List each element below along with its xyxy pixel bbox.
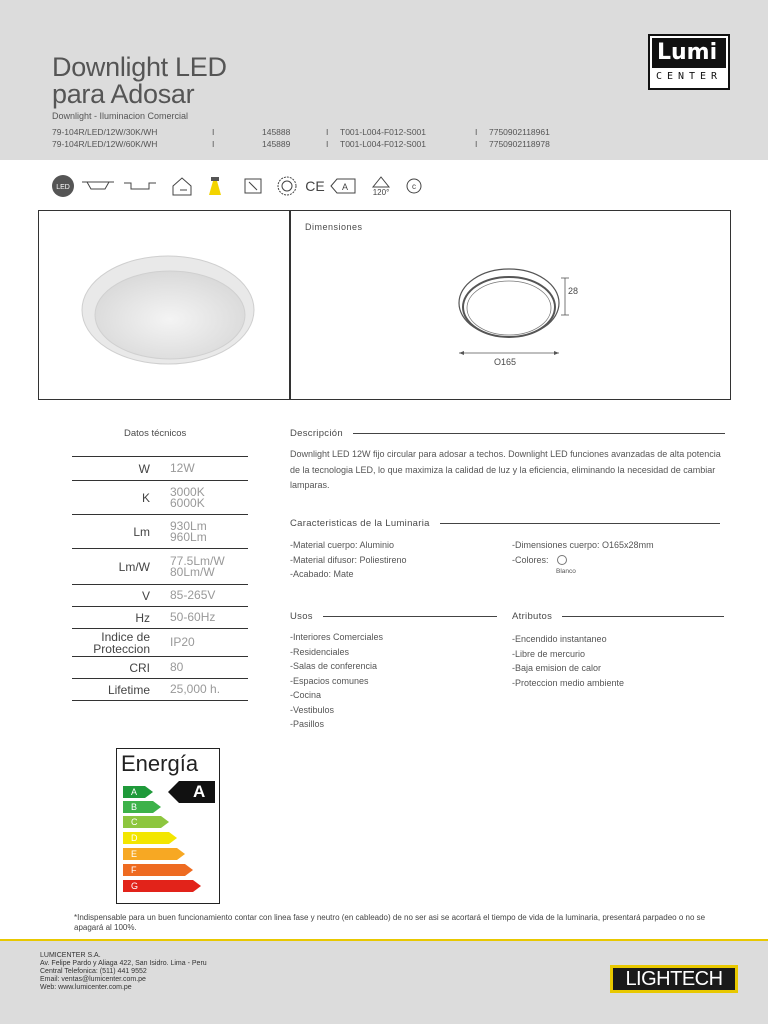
white-color-swatch [557, 555, 567, 565]
attributes-heading [512, 611, 724, 622]
energy-bar-e: E [123, 848, 177, 860]
tech-value: 12W [170, 461, 195, 475]
features-right-list [512, 538, 654, 576]
description-title: Descripción [290, 428, 343, 439]
tech-value: IP20 [170, 635, 195, 649]
uses-list [290, 630, 383, 732]
dimensions-frame [290, 210, 731, 400]
recessed-icon [122, 172, 158, 200]
feature-item: -Colores: [512, 554, 549, 565]
use-item: -Interiores Comerciales [290, 632, 384, 642]
use-item: -Cocina [290, 690, 322, 700]
separator: I [326, 127, 329, 137]
color-name: Blanco [556, 568, 576, 575]
energy-bar-d: D [123, 832, 169, 844]
separator: I [475, 139, 478, 149]
class-c-icon [404, 172, 424, 200]
energy-bar-c: C [123, 816, 161, 828]
logo-top-text: Lumi [652, 38, 726, 68]
dimensions-label: Dimensiones [305, 222, 363, 232]
attribute-item: -Libre de mercurio [512, 648, 586, 659]
product-title [52, 54, 227, 108]
product-photo [39, 211, 291, 401]
tech-row [72, 629, 248, 657]
tech-value: 77.5Lm/W 80Lm/W [170, 553, 225, 579]
divider [562, 616, 724, 617]
lumicenter-logo [648, 34, 730, 90]
ceiling-light-icon [204, 172, 226, 200]
tech-row [72, 585, 248, 607]
company-name: LUMICENTER S.A. [40, 952, 101, 959]
tech-value: 3000K 6000K [170, 484, 205, 510]
logo-bottom-text: CENTER [655, 71, 723, 82]
header-band [0, 0, 768, 160]
surface-mount-icon [80, 172, 116, 200]
address-line: Av. Felipe Pardo y Aliaga 422, San Isidro. Lima - Peru [40, 960, 207, 967]
energy-class-icon-label: A [341, 182, 349, 192]
tech-data-title: Datos técnicos [124, 428, 187, 439]
separator: I [212, 127, 215, 137]
separator: I [326, 139, 329, 149]
web-line[interactable]: Web: www.lumicenter.com.pe [40, 984, 132, 991]
description-text: Downlight LED 12W fijo circular para adosar a techos. Downlight LED funciones avanzadas de alta potencia de la tecnologia LED, lo que maximiza la calidad de luz y la eficiencia, eliminando la necesidad de cambiar lamparas. [290, 449, 721, 490]
features-title: Caracteristicas de la Luminaria [290, 518, 430, 529]
tech-row [72, 457, 248, 481]
tech-key: CRI [129, 660, 150, 675]
tech-value: 80 [170, 660, 184, 674]
indoor-icon [168, 172, 196, 200]
model-code: 79-104R/LED/12W/60K/WH [52, 139, 158, 149]
tech-key: K [141, 490, 150, 505]
tech-key: V [141, 588, 150, 603]
beam-angle-icon [368, 172, 394, 200]
tech-value: 50-60Hz [170, 610, 216, 624]
attribute-item: -Baja emision de calor [512, 663, 602, 673]
energy-title: Energía [121, 751, 199, 776]
product-photo-frame [38, 210, 290, 400]
footer-divider [0, 939, 768, 941]
led-icon-label: LED [56, 184, 70, 191]
tech-row [72, 657, 248, 679]
ce-mark-icon: CE [305, 178, 325, 194]
feature-item: -Acabado: Mate [290, 569, 354, 579]
model-code: 79-104R/LED/12W/30K/WH [52, 127, 158, 137]
feature-icons-row [50, 172, 630, 202]
footnote: *Indispensable para un buen funcionamiento contar con linea fase y neutro (en cableado) de no ser asi se acortará el tiempo de vida de la luminaria, presentará parpadeo o no se apagará al 100%. [74, 913, 706, 932]
tech-row [72, 607, 248, 629]
ean-code: 7750902118961 [489, 127, 550, 137]
features-left-list [290, 538, 407, 582]
tech-data-table [72, 456, 248, 701]
diameter-dimension: O165 [494, 357, 517, 367]
use-item: -Vestibulos [290, 704, 335, 715]
separator: I [212, 139, 215, 149]
use-item: -Pasillos [290, 719, 325, 729]
title-line-1: Downlight LED [52, 52, 227, 82]
product-subtitle: Downlight - Iluminacion Comercial [52, 111, 189, 121]
tech-key: Lifetime [107, 682, 150, 697]
footer [0, 939, 768, 1024]
separator: I [475, 127, 478, 137]
ean-code: 7750902118978 [489, 139, 550, 149]
energy-class-icon [330, 172, 356, 200]
attribute-item: -Proteccion medio ambiente [512, 677, 625, 688]
tech-value: 85-265V [170, 588, 216, 602]
use-item: -Salas de conferencia [290, 661, 378, 671]
tech-key: Hz [135, 610, 150, 625]
tech-row [72, 679, 248, 701]
attributes-title: Atributos [512, 611, 553, 622]
attributes-list [512, 632, 624, 690]
ref-code: T001-L004-F012-S001 [340, 127, 427, 137]
feature-item: -Material difusor: Poliestireno [290, 554, 407, 565]
feature-item: -Dimensiones cuerpo: O165x28mm [512, 540, 654, 550]
tech-row [72, 549, 248, 585]
use-item: -Espacios comunes [290, 675, 369, 686]
tech-value: 25,000 h. [170, 682, 221, 696]
tech-key: Lm [133, 524, 150, 539]
title-line-2: para Adosar [52, 79, 195, 109]
use-item: -Residenciales [290, 646, 350, 657]
company-address [40, 952, 207, 992]
led-icon [50, 172, 76, 200]
energy-bar-a: A [123, 786, 145, 798]
tech-key: Lm/W [118, 559, 150, 574]
energy-bar-f: F [123, 864, 185, 876]
divider [353, 433, 725, 434]
lightech-logo: LIGHTECH [610, 965, 738, 993]
certification-icon [276, 172, 298, 200]
dimension-drawing [291, 211, 732, 401]
divider [440, 523, 720, 524]
feature-item: -Material cuerpo: Aluminio [290, 540, 395, 550]
features-heading [290, 518, 720, 529]
attribute-item: -Encendido instantaneo [512, 634, 607, 644]
code-row [52, 126, 550, 138]
beam-angle-label: 120° [372, 188, 390, 197]
ref-code: T001-L004-F012-S001 [340, 139, 427, 149]
colors-item [512, 553, 654, 568]
height-dimension: 28 [568, 286, 579, 296]
ip-rating-icon [242, 172, 264, 200]
uses-heading [290, 611, 497, 622]
email-line[interactable]: Email: ventas@lumicenter.com.pe [40, 976, 146, 983]
tech-row [72, 515, 248, 549]
energy-bar-g: G [123, 880, 193, 892]
uses-title: Usos [290, 611, 313, 622]
divider [323, 616, 497, 617]
sku-code: 145889 [262, 139, 291, 149]
tech-key: W [138, 461, 150, 476]
tech-row [72, 481, 248, 515]
product-codes [52, 126, 550, 150]
phone-line: Central Telefonica: (511) 441 9552 [40, 968, 147, 975]
energy-bar-b: B [123, 801, 153, 813]
energy-class-badge: A [179, 781, 215, 803]
energy-label [116, 748, 220, 904]
sku-code: 145888 [262, 127, 291, 137]
tech-value: 930Lm 960Lm [170, 518, 207, 544]
class-c-icon-label: c [412, 182, 416, 191]
tech-key: Indice de Proteccion [93, 629, 150, 656]
code-row [52, 138, 550, 150]
description-heading [290, 428, 725, 439]
